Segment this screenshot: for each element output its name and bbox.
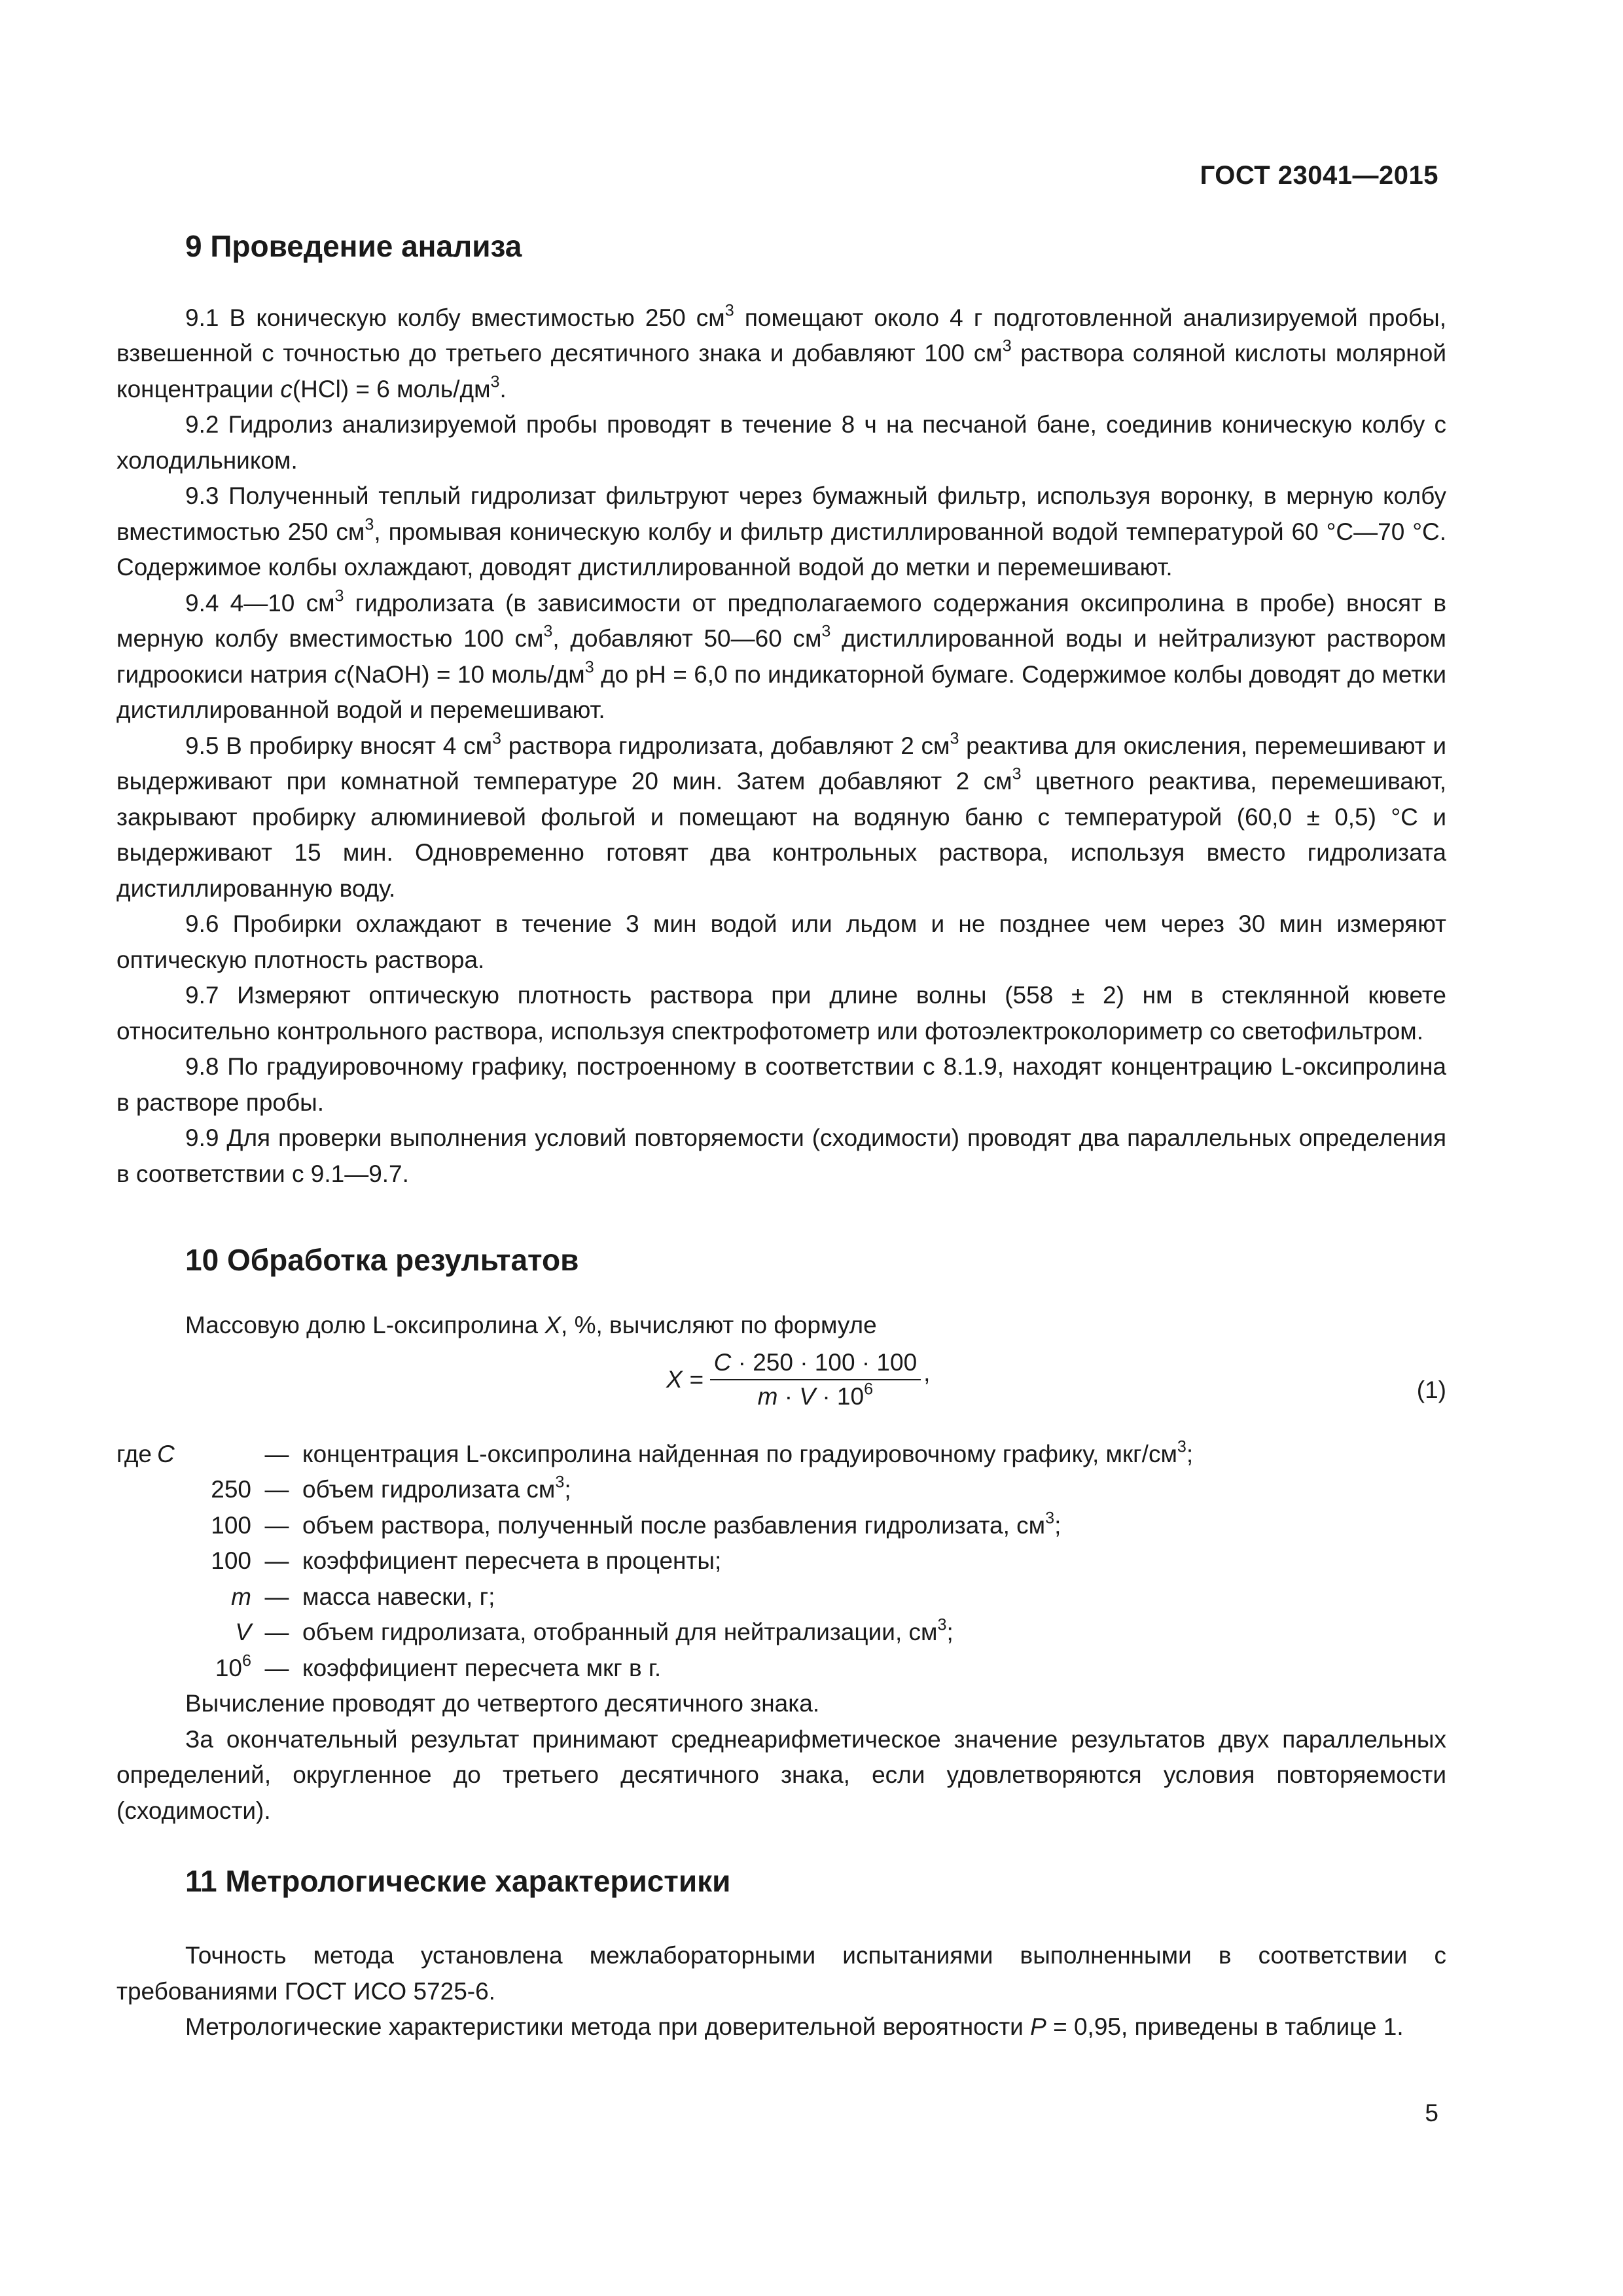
paragraph-9-3: 9.3 Полученный теплый гидролизат фильтруют через бумажный фильтр, используя воронку, в мерную колбу вместимостью 250 $см^3$, промывая коническую колбу и фильтр дистиллированной водой температурой 60 °С—70 °С. Содержимое колбы охлаждают, доводят дистиллированной водой до метки и перемешивают.	[116, 482, 1446, 581]
paragraph-11-1: Точность метода установлена межлабораторными испытаниями выполненными в соответствии с требованиями ГОСТ ИСО 5725-6.	[116, 1942, 1446, 2005]
definition-text: объем гидролизата, отобранный для нейтрализации, $см^3$;	[302, 1615, 954, 1646]
definition-row: 100 — коэффициент пересчета в проценты;	[116, 1543, 1446, 1579]
formula-intro: Массовую долю L-оксипролина X, %, вычисляют по формуле	[185, 1312, 877, 1339]
definition-row: где C — концентрация L-оксипролина найденная по градуировочному графику, мкг/$см^3$;	[116, 1437, 1446, 1473]
definition-symbol: $10^6$	[215, 1651, 251, 1681]
paragraph-9-2: 9.2 Гидролиз анализируемой пробы проводят в течение 8 ч на песчаной бане, соединив коническую колбу с холодильником.	[116, 411, 1446, 474]
definition-row: m — масса навески, г;	[116, 1579, 1446, 1615]
formula-definitions	[116, 1437, 1446, 1687]
definition-symbol: V	[235, 1619, 251, 1646]
definition-symbol: m	[231, 1583, 251, 1610]
paragraph-9-8: 9.8 По градуировочному графику, построенному в соответствии с 8.1.9, находят концентрацию L-оксипролина в растворе пробы.	[116, 1053, 1446, 1116]
section-10-title: 10 Обработка результатов	[185, 1243, 579, 1278]
calculation-note: Вычисление проводят до четвертого десятичного знака.	[185, 1690, 820, 1717]
standard-header: ГОСТ 23041—2015	[1200, 161, 1438, 190]
definition-text: объем гидролизата $см^3$;	[302, 1473, 571, 1503]
paragraph-9-4: 9.4 4—10 $см^3$ гидролизата (в зависимости от предполагаемого содержания оксипролина в пробе) вносят в мерную колбу вместимостью 100 $см^3$, добавляют 50—60 $см^3$ дистиллированной воды и нейтрализуют раствором гидроокиси натрия c(NaOH) = 10 моль/$дм^3$ до pH = 6,0 по индикаторной бумаге. Содержимое колбы доводят до метки дистиллированной водой и перемешивают.	[116, 586, 1447, 724]
paragraph-9-1: 9.1 В коническую колбу вместимостью 250 $см^3$ помещают около 4 г подготовленной анализируемой пробы, взвешенной с точностью до третьего десятичного знака и добавляют 100 $см^3$ раствора соляной кислоты молярной концентрации c(HCl) = 6 моль/$дм^3$.	[116, 301, 1446, 403]
paragraph-11-2: Метрологические характеристики метода при доверительной вероятности P = 0,95, приведены в таблице 1.	[185, 2013, 1404, 2041]
formula-lhs: X =	[666, 1366, 704, 1393]
definition-symbol: где C	[116, 1440, 175, 1467]
paragraph-9-5: 9.5 В пробирку вносят 4 $см^3$ раствора гидролизата, добавляют 2 $см^3$ реактива для окисления, перемешивают и выдерживают при комнатной температуре 20 мин. Затем добавляют 2 $см^3$ цветного реактива, перемешивают, закрывают пробирку алюминиевой фольгой и помещают на водяную баню с температурой (60,0 ± 0,5) °С и выдерживают 15 мин. Одновременно готовят два контрольных раствора, используя вместо гидролизата дистиллированную воду.	[116, 729, 1446, 902]
definition-text: объем раствора, полученный после разбавления гидролизата, $см^3$;	[302, 1509, 1061, 1539]
definition-symbol: 100	[211, 1511, 251, 1539]
paragraph-9-7: 9.7 Измеряют оптическую плотность раствора при длине волны (558 ± 2) нм в стеклянной кювете относительно контрольного раствора, используя спектрофотометр или фотоэлектроколориметр со светофильтром.	[116, 982, 1446, 1045]
definition-row: $10^6$ — коэффициент пересчета мкг в г.	[116, 1651, 1446, 1687]
definition-row: 100 — объем раствора, полученный после разбавления гидролизата, $см^3$;	[116, 1508, 1446, 1544]
formula-numerator: C · 250 · 100 · 100	[710, 1349, 921, 1381]
definition-row: 250 — объем гидролизата $см^3$;	[116, 1472, 1446, 1508]
formula-fraction	[710, 1349, 921, 1411]
definition-symbol: 100	[211, 1547, 251, 1575]
formula	[666, 1349, 930, 1411]
formula-row	[116, 1349, 1446, 1433]
paragraph-9-6: 9.6 Пробирки охлаждают в течение 3 мин водой или льдом и не позднее чем через 30 мин измеряют оптическую плотность раствора.	[116, 910, 1446, 973]
definition-text: коэффициент пересчета мкг в г.	[302, 1654, 662, 1681]
section-9-title: 9 Проведение анализа	[185, 229, 522, 263]
formula-comma: ,	[923, 1359, 931, 1387]
formula-denominator: $m \cdot V \cdot 10^6$	[757, 1380, 874, 1410]
page-number: 5	[1425, 2100, 1438, 2126]
formula-number: (1)	[1416, 1376, 1446, 1403]
paragraph-9-9: 9.9 Для проверки выполнения условий повторяемости (сходимости) проводят два параллельных определения в соответствии с 9.1—9.7.	[116, 1124, 1446, 1187]
definition-text: концентрация L-оксипролина найденная по градуировочному графику, мкг/$см^3$;	[302, 1437, 1194, 1467]
definition-text: масса навески, г;	[302, 1583, 495, 1610]
definition-text: коэффициент пересчета в проценты;	[302, 1547, 722, 1575]
section-11-title: 11 Метрологические характеристики	[185, 1864, 731, 1899]
definition-row: V — объем гидролизата, отобранный для нейтрализации, $см^3$;	[116, 1615, 1446, 1651]
definition-symbol: 250	[211, 1476, 251, 1503]
final-result-note: За окончательный результат принимают среднеарифметическое значение результатов двух параллельных определений, округленное до третьего десятичного знака, если удовлетворяются условия повторяемости (сходимости).	[116, 1725, 1446, 1824]
page-content	[116, 229, 1446, 2045]
